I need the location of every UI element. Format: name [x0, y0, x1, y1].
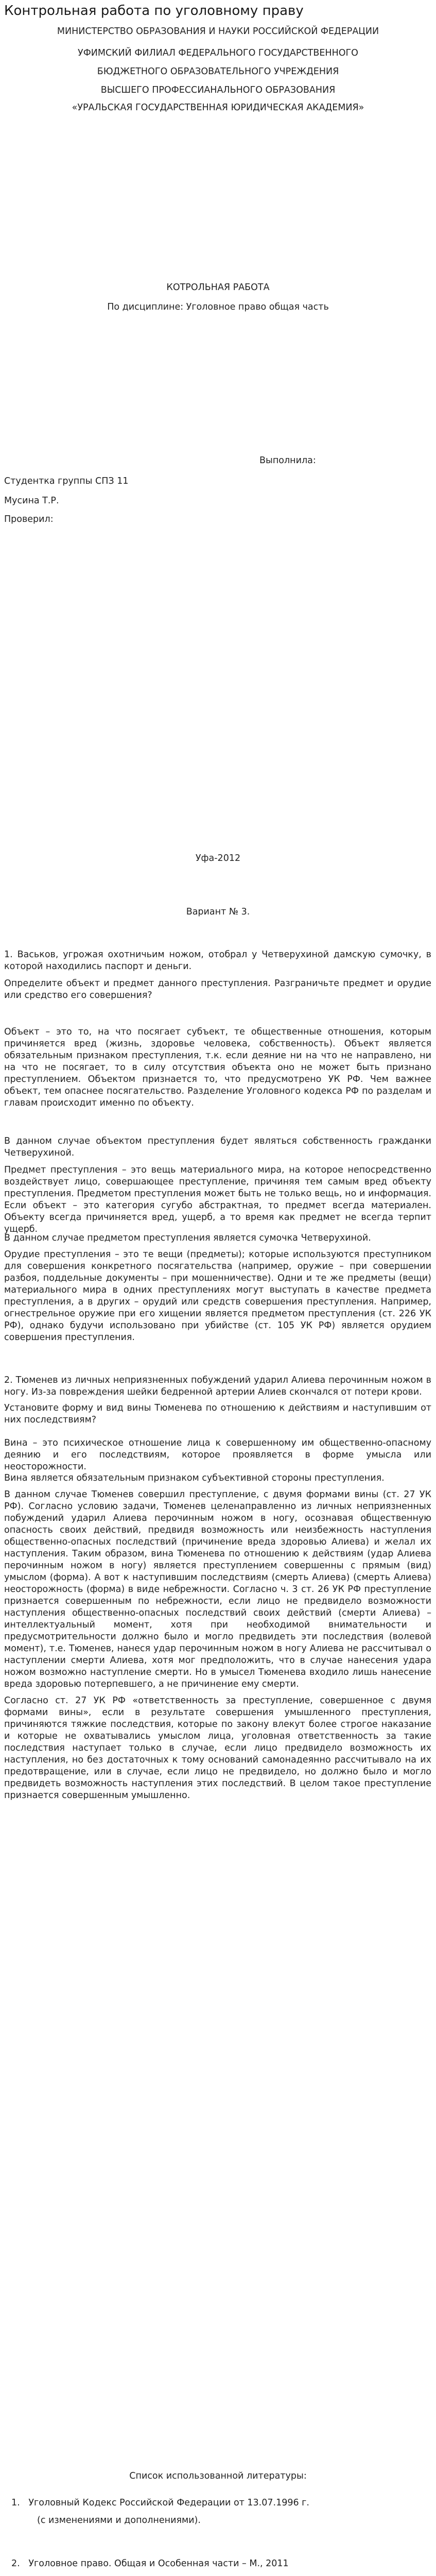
task2-analysis-paragraph: В данном случае Тюменев совершил преступление, с двумя формами вины (ст. 27 УК РФ). Согласно условию задачи, Тюменев целенаправленно из личных неприязненных побуждений ударил Алиева перочинным ножом в ногу, осознавая общественную опасность своих действий, предвидя возможность или неизбежность наступления общественно-опасных последствий (причинение вреда здоровью Алиева) и желал их наступления. Таким образом, вина Тюменева по отношению к действиям (удар Алиева перочинным ножом в ногу) является преступлением совершенны с прямым (вид) умыслом (форма). А вот к наступившим последствиям (смерть Алиева) (смерть Алиева) неосторожность (форма) в виде небрежности. Согласно ч. 3 ст. 26 УК РФ преступление признается совершенным по небрежности, если лицо не предвидело возможности наступления общественно-опасных последствий своих действий (смерти Алиева) – интеллектуальный момент, хотя при необходимой внимательности и предусмотрительности должно было и могло предвидеть эти последствия (волевой момент), т.е. Тюменев, нанеся удар перочинным ножом в ногу Алиева не рассчитывал о наступлении смерти Алиева, хотя мог предположить, что в случае нанесения удара ножом возможно наступление смерти. Но в умысел Тюменева входило лишь нанесение вреда здоровью потерпевшего, а не причинение ему смерти. — [4, 1489, 431, 1689]
work-type-title: КОТРОЛЬНАЯ РАБОТА — [166, 282, 270, 293]
task1-question: 1. Васьков, угрожая охотничьим ножом, отобрал у Четверухиной дамскую сумочку, в которой находились паспорт и деньги. — [4, 950, 431, 972]
task1-subject-answer: В данном случае предметом преступления является сумочка Четверухиной. — [4, 1233, 371, 1243]
reference-item-1: 1. Уголовный Кодекс Российской Федерации от 13.07.1996 г. — [11, 2498, 309, 2508]
task2-guilt-definition: Вина – это психическое отношение лица к совершенному им общественно-опасному деянию и его последствиям, которое проявляется в форме умысла или неосторожности. — [4, 1438, 431, 1472]
references-heading: Список использованной литературы: — [129, 2471, 307, 2481]
student-name: Мусина Т.Р. — [4, 496, 59, 506]
reference-item-1-text: Уголовный Кодекс Российской Федерации от 13.07.1996 г. — [28, 2498, 309, 2508]
task2-guilt-sign: Вина является обязательным признаком субъективной стороны преступления. — [4, 1473, 385, 1483]
task1-prompt: Определите объект и предмет данного преступления. Разграничьте предмет и орудие или средство его совершения? — [4, 978, 431, 1001]
city-year: Уфа-2012 — [195, 853, 241, 863]
document-title: Контрольная работа по уголовному праву — [4, 3, 304, 19]
task2-article27-paragraph: Согласно ст. 27 УК РФ «ответственность за преступление, совершенное с двумя формами вины», если в результате совершения умышленного преступления, причиняются тяжкие последствия, которые по закону влекут более строгое наказание и которые не охватывались умыслом лица, уголовная ответственность за такие последствия наступает только в случае, если лицо предвидело возможность их наступления, но без достаточных к тому оснований самонадеянно рассчитывало на их предотвращение, или в случае, если лицо не предвидело, но должно было и могло предвидеть возможность наступления этих последствий. В целом такое преступление признается совершенным умышленно. — [4, 1696, 431, 1801]
student-group: Студентка группы СПЗ 11 — [4, 476, 129, 486]
branch-line: УФИМСКИЙ ФИЛИАЛ ФЕДЕРАЛЬНОГО ГОСУДАРСТВЕННОГО — [78, 48, 358, 58]
academy-name-line: «УРАЛЬСКАЯ ГОСУДАРСТВЕННАЯ ЮРИДИЧЕСКАЯ АКАДЕМИЯ» — [72, 103, 364, 113]
task1-object-paragraph: Объект – это то, на что посягает субъект, те общественные отношения, которым причиняется вред (жизнь, здоровье человека, собственность). Объект является обязательным признаком преступления, т.к. если деяние ни на что не направлено, ни на что не посягает, то в силу отсутствия объекта оно не может быть признано преступлением. Объектом признается то, что предусмотрено УК РФ. Чем важнее объект, тем опаснее посягательство. Разделение Уголовного кодекса РФ по разделам и главам происходит именно по объекту. — [4, 1027, 431, 1108]
checked-by-label: Проверил: — [4, 514, 54, 524]
task1-subject-paragraph: Предмет преступления – это вещь материального мира, на которое непосредственно воздействует лицо, совершающее преступление, причиняя тем самым вред объекту преступления. Предметом преступления может быть не только вещь, но и информация. Если объект – это категория сугубо абстрактная, то предмет всегда материален. Объекту всегда причиняется вред, ущерб, а то время как предмет не всегда терпит ущерб. — [4, 1165, 431, 1234]
performed-by-label: Выполнила: — [259, 455, 316, 466]
reference-item-2: 2. Уголовное право. Общая и Особенная части – М., 2011 — [11, 2558, 289, 2569]
task2-prompt: Установите форму и вид вины Тюменева по отношению к действиям и наступившим от них последствиям? — [4, 1403, 431, 1425]
variant-heading: Вариант № 3. — [186, 907, 250, 917]
institution-type-line: БЮДЖЕТНОГО ОБРАЗОВАТЕЛЬНОГО УЧРЕЖДЕНИЯ — [97, 66, 339, 77]
task1-instrument-paragraph: Орудие преступления – это те вещи (предметы); которые используются преступником для совершения конкретного посягательства (например, оружие – при совершении разбоя, поддельные документы – при мошенничестве). Одни и те же предметы (вещи) материального мира в одних преступлениях могут выступать в качестве предмета преступления, а в других – орудий или средств совершения преступления. Например, огнестрельное оружие при его хищении является предметом преступления (ст. 226 УК РФ), однако будучи использовано при убийстве (ст. 105 УК РФ) является орудием совершения преступления. — [4, 1249, 431, 1343]
task2-question: 2. Тюменев из личных неприязненных побуждений ударил Алиева перочинным ножом в ногу. Из-за повреждения шейки бедренной артерии Алиев скончался от потери крови. — [4, 1375, 431, 1397]
education-level-line: ВЫСШЕГО ПРОФЕССИАНАЛЬНОГО ОБРАЗОВАНИЯ — [100, 85, 336, 95]
task1-object-answer: В данном случае объектом преступления будет являться собственность гражданки Четверухиной. — [4, 1136, 431, 1158]
reference-item-1-note: (с изменениями и дополнениями). — [37, 2515, 201, 2526]
ministry-line: МИНИСТЕРСТВО ОБРАЗОВАНИЯ И НАУКИ РОССИЙСКОЙ ФЕДЕРАЦИИ — [57, 26, 379, 37]
discipline-line: По дисциплине: Уголовное право общая часть — [107, 302, 329, 312]
reference-item-2-text: Уголовное право. Общая и Особенная части – М., 2011 — [28, 2558, 289, 2569]
